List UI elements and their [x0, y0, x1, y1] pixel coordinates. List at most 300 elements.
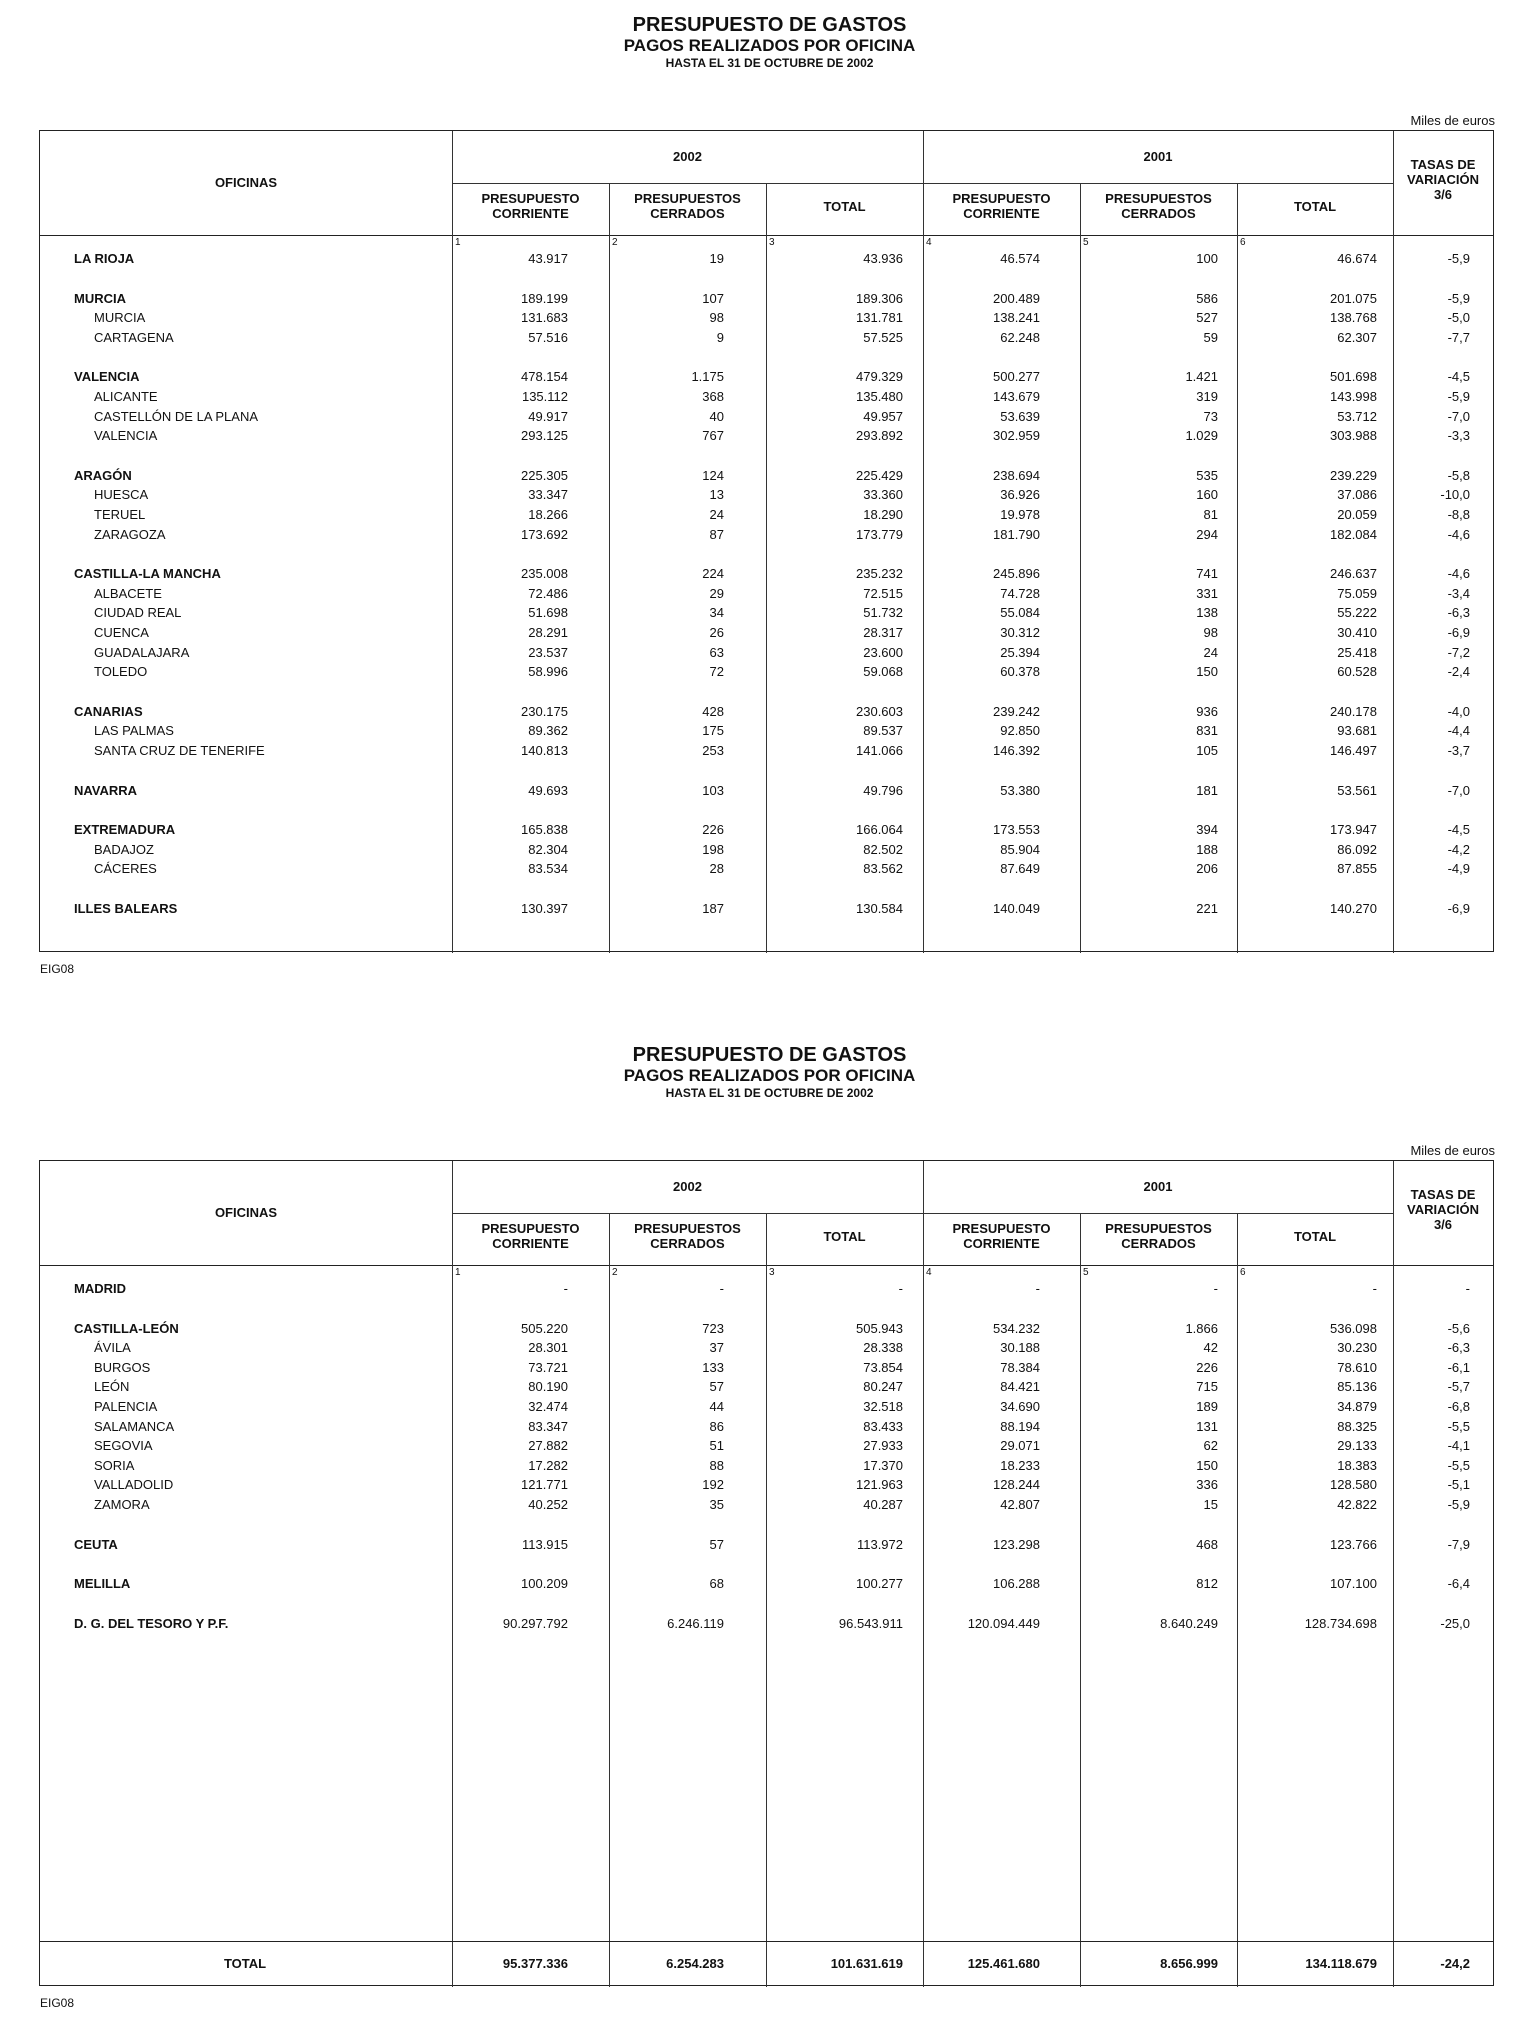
value-cell: 17.370 [863, 1457, 903, 1473]
office-name: CUENCA [94, 625, 149, 640]
value-cell: 181 [1196, 782, 1218, 798]
value-cell: 206 [1196, 861, 1218, 877]
value-cell: 107.100 [1330, 1576, 1377, 1592]
value-cell: 128.580 [1330, 1477, 1377, 1493]
value-cell: 30.410 [1337, 625, 1377, 640]
value-cell: 505.943 [856, 1320, 903, 1336]
value-cell: 133 [702, 1359, 724, 1375]
value-cell: -25,0 [1440, 1615, 1470, 1631]
value-cell: 105 [1196, 743, 1218, 758]
office-row [40, 505, 1493, 524]
value-cell: 723 [702, 1320, 724, 1336]
value-cell: -7,0 [1447, 782, 1470, 798]
value-cell: 121.771 [521, 1477, 568, 1493]
year-divider [452, 183, 1393, 184]
report-titles [0, 1044, 1539, 1100]
value-cell: 43.936 [863, 251, 903, 266]
office-name: PALENCIA [94, 1399, 158, 1414]
value-cell: -4,9 [1447, 861, 1470, 877]
column-number: 3 [769, 237, 775, 248]
office-name: VALENCIA [74, 369, 140, 385]
office-row [40, 584, 1493, 603]
value-cell: 230.175 [521, 703, 568, 719]
value-cell: 336 [1196, 1477, 1218, 1493]
column-number: 4 [926, 1267, 932, 1278]
column-number: 6 [1240, 237, 1246, 248]
value-cell: 107 [702, 290, 724, 306]
value-cell: 87 [709, 526, 724, 542]
value-cell: 26 [709, 625, 724, 640]
group-row [40, 1614, 1493, 1633]
value-cell: 113.972 [856, 1536, 903, 1552]
office-name: ÁVILA [94, 1340, 131, 1356]
value-cell: 135.480 [856, 389, 903, 404]
value-cell: 29.071 [1000, 1438, 1040, 1454]
column-number: 5 [1083, 237, 1089, 248]
office-name: CEUTA [74, 1536, 118, 1552]
office-name: LA RIOJA [74, 251, 135, 266]
value-cell: -3,4 [1447, 585, 1470, 601]
value-cell: 715 [1196, 1379, 1218, 1395]
office-name: MURCIA [74, 290, 126, 306]
office-row [40, 741, 1493, 760]
value-cell: -5,0 [1447, 310, 1470, 326]
value-cell: 201.075 [1330, 290, 1377, 306]
value-cell: 18.290 [863, 507, 903, 522]
report-subtitle: PAGOS REALIZADOS POR OFICINA [623, 36, 916, 55]
value-cell: 49.917 [528, 408, 568, 424]
value-cell: 187 [702, 901, 724, 916]
column-number: 1 [455, 237, 461, 248]
value-cell: 100.277 [856, 1576, 903, 1592]
presupuesto-corriente-header: PRESUPUESTO CORRIENTE [952, 1221, 1051, 1251]
value-cell: 86.092 [1337, 841, 1377, 857]
value-cell: 1.421 [1185, 369, 1218, 385]
value-cell: 36.926 [1000, 487, 1040, 503]
value-cell: 25.394 [1000, 644, 1040, 660]
group-row [40, 1535, 1493, 1554]
total-value: 134.118.679 [1305, 1956, 1377, 1971]
value-cell: 124 [702, 467, 724, 483]
office-row [40, 387, 1493, 406]
office-row [40, 328, 1493, 347]
value-cell: 138 [1196, 605, 1218, 621]
office-name: EXTREMADURA [74, 822, 176, 838]
office-row [40, 426, 1493, 445]
value-cell: -5,8 [1447, 467, 1470, 483]
value-cell: - [1213, 1281, 1218, 1296]
office-name: ZAMORA [94, 1497, 150, 1512]
value-cell: -5,5 [1447, 1457, 1470, 1473]
office-row [40, 1377, 1493, 1396]
presupuestos-cerrados-header: PRESUPUESTOS CERRADOS [1105, 191, 1212, 221]
value-cell: 239.242 [993, 703, 1040, 719]
value-cell: 128.244 [993, 1477, 1040, 1493]
office-row [40, 1436, 1493, 1455]
value-cell: -6,9 [1447, 901, 1470, 916]
value-cell: 143.679 [993, 389, 1040, 404]
value-cell: -7,9 [1447, 1536, 1470, 1552]
value-cell: 173.553 [993, 822, 1040, 838]
column-number: 3 [769, 1267, 775, 1278]
value-cell: 428 [702, 703, 724, 719]
year-2002-header: 2002 [673, 1179, 702, 1194]
value-cell: 83.347 [528, 1418, 568, 1434]
office-name: SANTA CRUZ DE TENERIFE [94, 743, 265, 758]
report-date: HASTA EL 31 DE OCTUBRE DE 2002 [665, 1086, 874, 1100]
value-cell: 189.199 [521, 290, 568, 306]
value-cell: 80.247 [863, 1379, 903, 1395]
value-cell: 25.418 [1337, 644, 1377, 660]
value-cell: -5,9 [1447, 1497, 1470, 1512]
value-cell: 20.059 [1337, 507, 1377, 522]
value-cell: 87.855 [1337, 861, 1377, 877]
tasas-header: TASAS DE VARIACIÓN 3/6 [1407, 157, 1479, 202]
office-row [40, 1475, 1493, 1494]
value-cell: 181.790 [993, 526, 1040, 542]
column-number: 2 [612, 237, 618, 248]
value-cell: 141.066 [856, 743, 903, 758]
office-name: CASTELLÓN DE LA PLANA [94, 408, 259, 424]
value-cell: 18.233 [1000, 1457, 1040, 1473]
value-cell: 19.978 [1000, 507, 1040, 522]
year-2001-header: 2001 [1143, 149, 1173, 164]
value-cell: 146.497 [1330, 743, 1377, 758]
value-cell: 23.600 [863, 644, 903, 660]
value-cell: 29.133 [1337, 1438, 1377, 1454]
value-cell: 60.378 [1000, 664, 1040, 680]
value-cell: 331 [1196, 585, 1218, 601]
page-code: EIG08 [40, 1996, 75, 2010]
value-cell: 75.059 [1337, 585, 1377, 601]
value-cell: -6,4 [1447, 1576, 1470, 1592]
value-cell: -5,9 [1447, 290, 1470, 306]
value-cell: 72.486 [528, 585, 568, 601]
value-cell: 1.029 [1185, 428, 1218, 444]
value-cell: 28.301 [528, 1340, 568, 1356]
oficinas-header: OFICINAS [214, 1205, 278, 1220]
value-cell: 73.721 [528, 1359, 568, 1375]
group-row [40, 1279, 1493, 1298]
value-cell: 505.220 [521, 1320, 568, 1336]
value-cell: 479.329 [856, 369, 903, 385]
value-cell: 173.779 [856, 526, 903, 542]
group-row [40, 466, 1493, 485]
value-cell: -4,5 [1447, 822, 1470, 838]
office-row [40, 603, 1493, 622]
value-cell: 40.287 [863, 1497, 903, 1512]
value-cell: 40 [709, 408, 724, 424]
total-value: 125.461.680 [967, 1956, 1040, 1971]
oficinas-header: OFICINAS [214, 175, 278, 190]
office-name: NAVARRA [74, 782, 138, 798]
value-cell: 173.947 [1330, 822, 1377, 838]
value-cell: 294 [1196, 526, 1218, 542]
value-cell: 166.064 [856, 822, 903, 838]
value-cell: - [719, 1281, 724, 1296]
value-cell: 53.639 [1000, 408, 1040, 424]
value-cell: 98 [709, 310, 724, 326]
group-row [40, 367, 1493, 386]
value-cell: 235.008 [521, 566, 568, 582]
value-cell: 189.306 [856, 290, 903, 306]
value-cell: 81 [1203, 507, 1218, 522]
column-number: 2 [612, 1267, 618, 1278]
value-cell: 123.298 [993, 1536, 1040, 1552]
value-cell: 29 [709, 585, 724, 601]
value-cell: 150 [1196, 664, 1218, 680]
office-row [40, 1358, 1493, 1377]
office-name: CARTAGENA [94, 329, 174, 345]
office-name: MURCIA [94, 310, 146, 326]
value-cell: 131.781 [856, 310, 903, 326]
value-cell: 98 [1203, 625, 1218, 640]
value-cell: - [898, 1281, 903, 1296]
column-number: 4 [926, 237, 932, 248]
value-cell: 17.282 [528, 1457, 568, 1473]
value-cell: 128.734.698 [1304, 1615, 1377, 1631]
value-cell: -4,6 [1447, 526, 1470, 542]
office-name: ZARAGOZA [94, 526, 166, 542]
value-cell: 84.421 [1000, 1379, 1040, 1395]
units-label: Miles de euros [1410, 113, 1495, 128]
value-cell: 83.534 [528, 861, 568, 877]
group-row [40, 702, 1493, 721]
value-cell: 293.125 [521, 428, 568, 444]
office-name: ARAGÓN [74, 467, 132, 483]
value-cell: 123.766 [1330, 1536, 1377, 1552]
value-cell: 100.209 [521, 1576, 568, 1592]
value-cell: 96.543.911 [838, 1615, 903, 1631]
value-cell: -4,2 [1447, 841, 1470, 857]
office-row [40, 485, 1493, 504]
year-2002-header: 2002 [673, 149, 702, 164]
value-cell: 140.813 [521, 743, 568, 758]
value-cell: -2,4 [1447, 664, 1470, 680]
value-cell: 40.252 [528, 1497, 568, 1512]
value-cell: 80.190 [528, 1379, 568, 1395]
value-cell: 55.222 [1337, 605, 1377, 621]
value-cell: 9 [716, 329, 724, 345]
value-cell: 131.683 [521, 310, 568, 326]
value-cell: 120.094.449 [967, 1615, 1040, 1631]
value-cell: 18.383 [1337, 1457, 1377, 1473]
value-cell: - [1465, 1281, 1470, 1296]
value-cell: 34.879 [1337, 1399, 1377, 1414]
office-row [40, 1397, 1493, 1416]
value-cell: 33.347 [528, 487, 568, 503]
value-cell: 57 [709, 1536, 724, 1552]
value-cell: 53.380 [1000, 782, 1040, 798]
value-cell: 135.112 [521, 389, 568, 404]
total-value: 101.631.619 [830, 1956, 903, 1971]
value-cell: -10,0 [1440, 487, 1470, 503]
presupuesto-corriente-header: PRESUPUESTO CORRIENTE [481, 1221, 580, 1251]
value-cell: 49.957 [863, 408, 903, 424]
value-cell: 72.515 [863, 585, 903, 601]
value-cell: 73 [1203, 408, 1218, 424]
value-cell: 936 [1196, 703, 1218, 719]
office-row [40, 643, 1493, 662]
office-name: CÁCERES [94, 861, 157, 877]
value-cell: 535 [1196, 467, 1218, 483]
value-cell: 230.603 [856, 703, 903, 719]
value-cell: -3,3 [1447, 428, 1470, 444]
presupuestos-cerrados-header: PRESUPUESTOS CERRADOS [1105, 1221, 1212, 1251]
group-row [40, 899, 1493, 918]
value-cell: 49.693 [528, 782, 568, 798]
value-cell: 59 [1203, 329, 1218, 345]
office-name: CASTILLA-LA MANCHA [74, 566, 221, 582]
value-cell: 226 [702, 822, 724, 838]
value-cell: -6,1 [1447, 1359, 1470, 1375]
value-cell: 319 [1196, 389, 1218, 404]
value-cell: 182.084 [1330, 526, 1377, 542]
value-cell: -4,1 [1447, 1438, 1470, 1454]
value-cell: 188 [1196, 841, 1218, 857]
value-cell: 225.429 [856, 467, 903, 483]
value-cell: 33.360 [863, 487, 903, 503]
value-cell: 44 [709, 1399, 724, 1414]
report-subtitle: PAGOS REALIZADOS POR OFICINA [623, 1066, 916, 1085]
value-cell: 82.502 [863, 841, 903, 857]
presupuesto-corriente-header: PRESUPUESTO CORRIENTE [481, 191, 580, 221]
value-cell: 368 [702, 389, 724, 404]
office-name: VALLADOLID [94, 1477, 174, 1493]
value-cell: -5,9 [1447, 251, 1470, 266]
value-cell: 527 [1196, 310, 1218, 326]
value-cell: 62.307 [1337, 329, 1377, 345]
value-cell: -5,6 [1447, 1320, 1470, 1336]
group-row [40, 289, 1493, 308]
value-cell: -7,7 [1447, 329, 1470, 345]
value-cell: 51.732 [863, 605, 903, 621]
value-cell: 73.854 [863, 1359, 903, 1375]
office-row [40, 721, 1493, 740]
value-cell: -5,1 [1447, 1477, 1470, 1493]
report-date: HASTA EL 31 DE OCTUBRE DE 2002 [665, 56, 874, 70]
total-value: 95.377.336 [502, 1956, 568, 1971]
value-cell: - [563, 1281, 568, 1296]
value-cell: 37 [709, 1340, 724, 1356]
page-code: EIG08 [40, 962, 75, 976]
office-name: ALBACETE [94, 585, 162, 601]
value-cell: 34 [709, 605, 724, 621]
value-cell: 138.768 [1330, 310, 1377, 326]
office-name: BURGOS [94, 1359, 151, 1375]
value-cell: 767 [702, 428, 724, 444]
value-cell: 28 [709, 861, 724, 877]
value-cell: 140.049 [993, 901, 1040, 916]
office-row [40, 525, 1493, 544]
group-row [40, 820, 1493, 839]
office-row [40, 308, 1493, 327]
value-cell: 198 [702, 841, 724, 857]
value-cell: 51 [709, 1438, 724, 1454]
total-value: 8.656.999 [1160, 1956, 1218, 1971]
office-name: VALENCIA [94, 428, 158, 444]
value-cell: 18.266 [528, 507, 568, 522]
value-cell: 27.933 [863, 1438, 903, 1454]
value-cell: 88 [709, 1457, 724, 1473]
value-cell: - [1372, 1281, 1377, 1296]
total-value: -24,2 [1440, 1956, 1470, 1971]
value-cell: 58.996 [528, 664, 568, 680]
value-cell: 19 [709, 251, 724, 266]
value-cell: 302.959 [993, 428, 1040, 444]
value-cell: 23.537 [528, 644, 568, 660]
value-cell: 82.304 [528, 841, 568, 857]
value-cell: 42.807 [1000, 1497, 1040, 1512]
total-value: 6.254.283 [666, 1956, 724, 1971]
value-cell: 160 [1196, 487, 1218, 503]
value-cell: -5,9 [1447, 389, 1470, 404]
group-row [40, 564, 1493, 583]
value-cell: 92.850 [1000, 723, 1040, 739]
office-row [40, 1338, 1493, 1357]
value-cell: 89.537 [863, 723, 903, 739]
office-name: LEÓN [94, 1379, 130, 1395]
report-title: PRESUPUESTO DE GASTOS [632, 14, 907, 36]
office-row [40, 407, 1493, 426]
value-cell: 28.291 [528, 625, 568, 640]
value-cell: 28.338 [863, 1340, 903, 1356]
value-cell: 192 [702, 1477, 724, 1493]
value-cell: 1.175 [691, 369, 724, 385]
value-cell: 60.528 [1337, 664, 1377, 680]
value-cell: 35 [709, 1497, 724, 1512]
value-cell: 78.610 [1337, 1359, 1377, 1375]
office-row [40, 662, 1493, 681]
total-header: TOTAL [1293, 199, 1337, 214]
value-cell: 394 [1196, 822, 1218, 838]
value-cell: 27.882 [528, 1438, 568, 1454]
units-label: Miles de euros [1410, 1143, 1495, 1158]
value-cell: 53.712 [1337, 408, 1377, 424]
value-cell: 68 [709, 1576, 724, 1592]
value-cell: 100 [1196, 251, 1218, 266]
value-cell: 89.362 [528, 723, 568, 739]
total-row [40, 1941, 1493, 1986]
value-cell: 478.154 [521, 369, 568, 385]
value-cell: 221 [1196, 901, 1218, 916]
office-row [40, 1456, 1493, 1475]
value-cell: 37.086 [1337, 487, 1377, 503]
value-cell: 235.232 [856, 566, 903, 582]
value-cell: 165.838 [521, 822, 568, 838]
year-divider [452, 1213, 1393, 1214]
value-cell: 59.068 [863, 664, 903, 680]
value-cell: -7,2 [1447, 644, 1470, 660]
value-cell: 74.728 [1000, 585, 1040, 601]
group-row [40, 1574, 1493, 1593]
office-name: GUADALAJARA [94, 644, 190, 660]
value-cell: 226 [1196, 1359, 1218, 1375]
column-number: 6 [1240, 1267, 1246, 1278]
value-cell: -5,5 [1447, 1418, 1470, 1434]
value-cell: 536.098 [1330, 1320, 1377, 1336]
value-cell: 1.866 [1185, 1320, 1218, 1336]
office-name: BADAJOZ [94, 841, 154, 857]
office-row [40, 1417, 1493, 1436]
office-row [40, 623, 1493, 642]
office-name: CIUDAD REAL [94, 605, 182, 621]
value-cell: -5,7 [1447, 1379, 1470, 1395]
report-page-2 [0, 1030, 1539, 2030]
column-number: 5 [1083, 1267, 1089, 1278]
office-name: TOLEDO [94, 664, 148, 680]
value-cell: 57.525 [863, 329, 903, 345]
